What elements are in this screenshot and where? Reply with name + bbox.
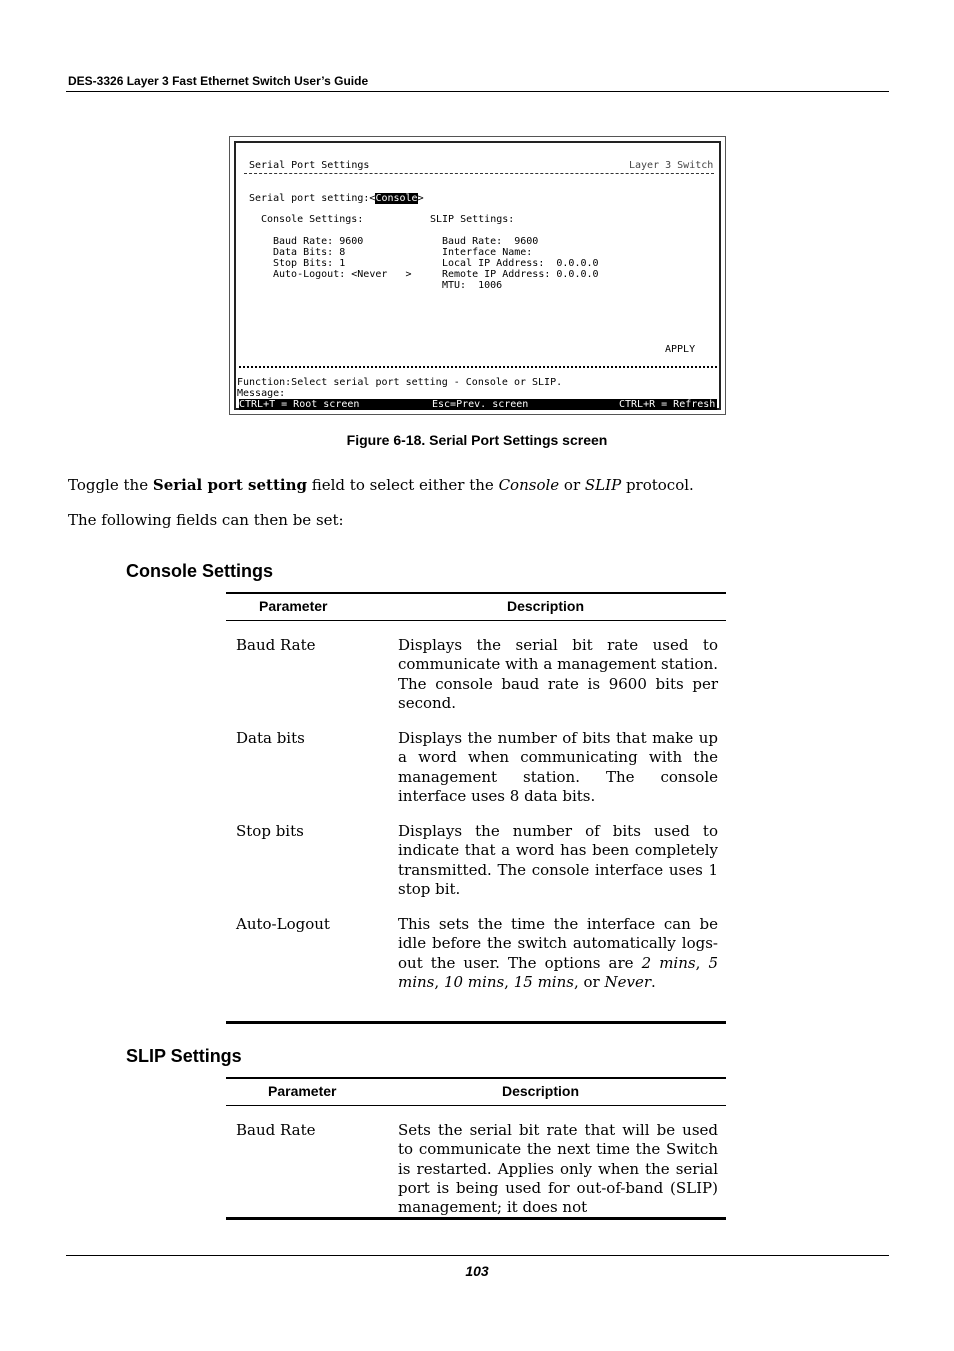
serial-port-setting-field (249, 193, 424, 204)
serial-port-setting-value[interactable]: Console (375, 193, 418, 204)
running-header: DES-3326 Layer 3 Fast Ethernet Switch User’s Guide (68, 74, 369, 88)
desc-separator: , (504, 972, 514, 991)
refresh-shortcut: CTRL+R = Refresh (619, 399, 716, 410)
intro-text: field to select either the (306, 476, 499, 494)
terminal-footer-bar (239, 399, 717, 410)
slip-settings-heading: SLIP Settings (126, 1046, 242, 1066)
terminal-brand: Layer 3 Switch (629, 160, 714, 171)
param-baud-rate: Baud Rate (236, 636, 316, 654)
root-screen-shortcut: CTRL+T = Root screen (239, 399, 360, 410)
console-stopbits-line: Stop Bits: 1 (273, 258, 346, 269)
slip-local-ip-line: Local IP Address: 0.0.0.0 (442, 258, 599, 269)
table-header-rule (226, 620, 726, 621)
console-baud-line: Baud Rate: 9600 (273, 236, 364, 247)
slip-mtu-line: MTU: 1006 (442, 280, 503, 291)
table-bottom-rule (226, 1217, 726, 1220)
intro-text: or (559, 476, 585, 494)
slip-settings-header: SLIP Settings: (430, 214, 515, 225)
col-description: Description (507, 598, 585, 614)
desc-baud-rate: Displays the serial bit rate used to communicate with a management station. The console baud rate is 9600 bits per second. (398, 636, 718, 712)
desc-slip-baud-rate: Sets the serial bit rate that will be used to communicate the next time the Switch is restarted. Applies only when the serial port is being used for out-of-band (SLIP) management; it does not (398, 1121, 718, 1217)
param-slip-baud-rate: Baud Rate (236, 1121, 316, 1139)
intro-paragraph (68, 476, 694, 494)
table-top-rule (226, 592, 726, 594)
slip-settings-table (226, 1077, 726, 1221)
desc-text: This sets the time the interface can be idle before the switch automatically logs-out the user. The options are (398, 915, 718, 972)
prev-screen-shortcut: Esc=Prev. screen (432, 399, 529, 410)
apply-button[interactable]: APPLY (665, 344, 696, 355)
serial-port-setting-label: Serial port setting:< (249, 193, 376, 204)
col-parameter: Parameter (259, 598, 328, 614)
intro-field-name: Serial port setting (152, 476, 307, 494)
console-settings-table (226, 592, 726, 1025)
console-databits-line: Data Bits: 8 (273, 247, 346, 258)
terminal-divider (244, 173, 714, 174)
option-5-mins: 5 mins (398, 953, 718, 991)
intro-text: Toggle the (68, 476, 153, 494)
console-autologout-line[interactable]: Auto-Logout: <Never > (273, 269, 412, 280)
slip-baud-line: Baud Rate: 9600 (442, 236, 539, 247)
function-line: Function:Select serial port setting - Console or SLIP. (237, 377, 563, 388)
desc-auto-logout (398, 915, 718, 992)
param-auto-logout: Auto-Logout (236, 915, 330, 933)
table-bottom-rule (226, 1021, 726, 1024)
message-line: Message: (237, 388, 286, 399)
table-header-rule (226, 1105, 726, 1106)
col-description: Description (502, 1083, 580, 1099)
slip-interface-line: Interface Name: (442, 247, 533, 258)
desc-separator: , (434, 972, 444, 991)
terminal-screenshot (229, 136, 726, 415)
console-settings-heading: Console Settings (126, 561, 274, 581)
figure-caption: Figure 6-18. Serial Port Settings screen (346, 432, 608, 448)
option-2-mins: 2 mins (641, 953, 696, 972)
footer-rule (66, 1255, 889, 1256)
header-rule (66, 91, 889, 92)
console-settings-header: Console Settings: (261, 214, 364, 225)
terminal-screen (234, 141, 721, 410)
terminal-title: Serial Port Settings (249, 160, 370, 171)
slip-remote-ip-line: Remote IP Address: 0.0.0.0 (442, 269, 599, 280)
option-10-mins: 10 mins (443, 972, 505, 991)
desc-separator: , or (573, 972, 605, 991)
terminal-star-divider (239, 366, 717, 370)
serial-port-setting-close: > (417, 193, 424, 204)
page-number: 103 (465, 1263, 489, 1279)
table-top-rule (226, 1077, 726, 1079)
param-stop-bits: Stop bits (236, 822, 304, 840)
desc-separator: , (695, 953, 709, 972)
option-never: Never (604, 972, 651, 991)
desc-data-bits: Displays the number of bits that make up a word when communicating with the management station. The console interface uses 8 data bits. (398, 729, 718, 805)
fields-paragraph: The following fields can then be set: (68, 511, 344, 529)
option-15-mins: 15 mins (513, 972, 574, 991)
desc-period: . (651, 972, 656, 991)
desc-stop-bits: Displays the number of bits used to indicate that a word has been completely transmitted. The console interface uses 1 stop bit. (398, 822, 718, 898)
intro-text: protocol. (621, 476, 694, 494)
intro-slip-term: SLIP (584, 476, 622, 494)
param-data-bits: Data bits (236, 729, 305, 747)
intro-console-term: Console (498, 476, 560, 494)
col-parameter: Parameter (268, 1083, 337, 1099)
